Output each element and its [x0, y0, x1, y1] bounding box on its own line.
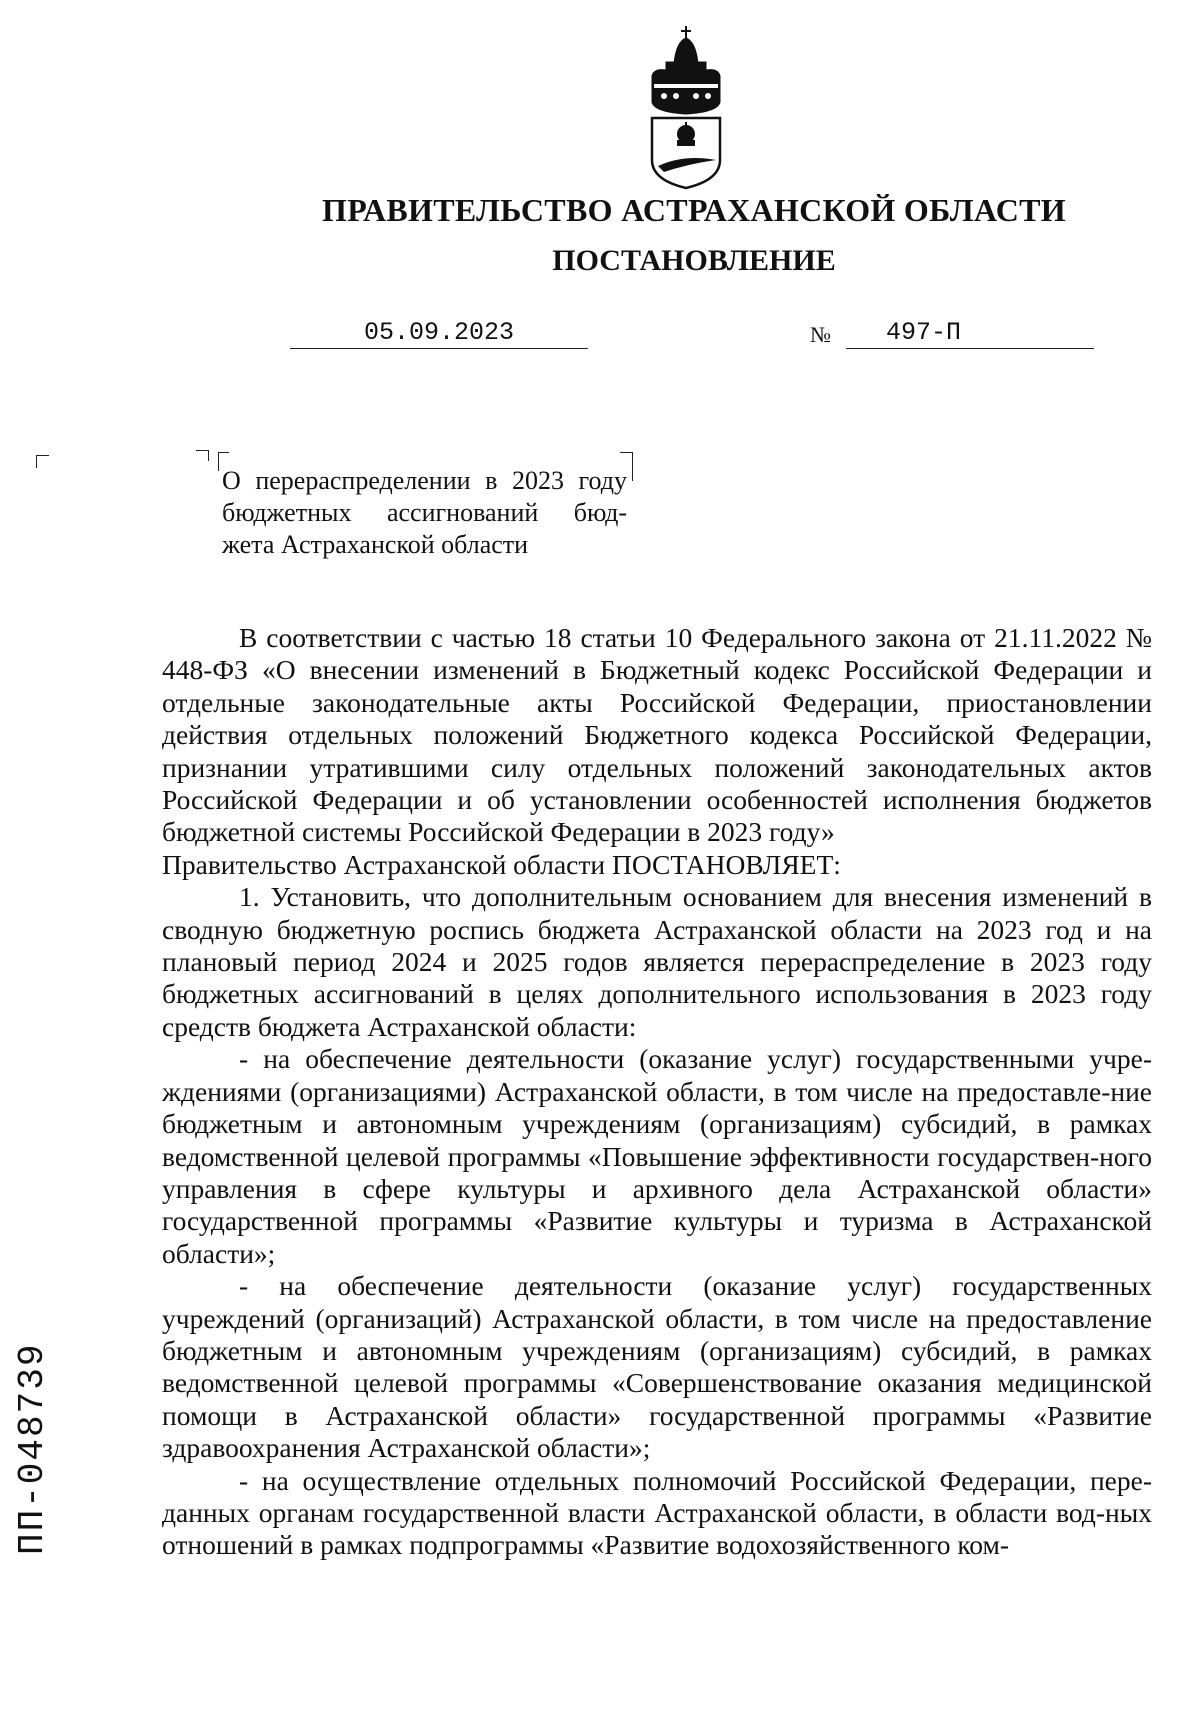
side-serial-code: ПП-048739	[12, 1342, 53, 1555]
resolves-line: Правительство Астраханской области ПОСТАНОВЛЯЕТ:	[162, 848, 841, 880]
document-number: 497-П	[886, 318, 962, 347]
document-number-field	[846, 318, 1094, 349]
corner-mark-left	[36, 455, 49, 468]
document-date: 05.09.2023	[290, 318, 588, 349]
bullet-paragraph: - на обеспечение деятельности (оказание услуг) государственных учреждений (организаций) Астраханской области, в том числе на предоставление бюджетным и автономным учреждениям (организациям) субсидий, в рамках ведомственной целевой программы «Совершенствование оказания медицинской помощи в Астраханской области» государственной программы «Развитие здравоохранения Астраханской области»;	[162, 1270, 1152, 1464]
corner-mark-subject-left-outer	[196, 450, 209, 461]
document-body	[162, 622, 1152, 1562]
subject-line: бюджетных ассигнований бюд-	[222, 498, 627, 527]
document-subject	[222, 465, 627, 561]
number-sign: №	[810, 322, 831, 347]
subject-line: О перераспределении в 2023 году	[222, 466, 627, 495]
bullet-paragraph: - на обеспечение деятельности (оказание услуг) государственными учре-ждениями (организациями) Астраханской области, в том числе на предоставле-ние бюджетным и автономным учреждениям (организациям) субсидий, в рамках ведомственной целевой программы «Повышение эффективности государствен-ного управления в сфере культуры и архивного дела Астраханской области» государственной программы «Развитие культуры и туризма в Астраханской области»;	[162, 1043, 1152, 1269]
bullet-paragraph: - на осуществление отдельных полномочий Российской Федерации, пере-данных органам государственной власти Астраханской области, в области вод-ных отношений в рамках подпрограммы «Развитие водохозяйственного ком-	[162, 1464, 1152, 1561]
document-type: ПОСТАНОВЛЕНИЕ	[552, 244, 836, 277]
subject-line: жета Астраханской области	[222, 530, 529, 559]
organization-title: ПРАВИТЕЛЬСТВО АСТРАХАНСКОЙ ОБЛАСТИ	[322, 192, 1066, 228]
coat-of-arms-icon	[644, 24, 728, 190]
item-1-paragraph: 1. Установить, что дополнительным основанием для внесения изменений в сводную бюджетную роспись бюджета Астраханской области на 2023 год и на плановый период 2024 и 2025 годов является перераспределение в 2023 году бюджетных ассигнований в целях дополнительного использования в 2023 году средств бюджета Астраханской области:	[162, 881, 1152, 1042]
preamble-paragraph: В соответствии с частью 18 статьи 10 Федерального закона от 21.11.2022 № 448-ФЗ «О внесении изменений в Бюджетный кодекс Российской Федерации и отдельные законодательные акты Российской Федерации, приостановлении действия отдельных положений Бюджетного кодекса Российской Федерации, признании утратившими силу отдельных положений законодательных актов Российской Федерации и об установлении особенностей исполнения бюджетов бюджетной системы Российской Федерации в 2023 году»	[162, 622, 1152, 848]
